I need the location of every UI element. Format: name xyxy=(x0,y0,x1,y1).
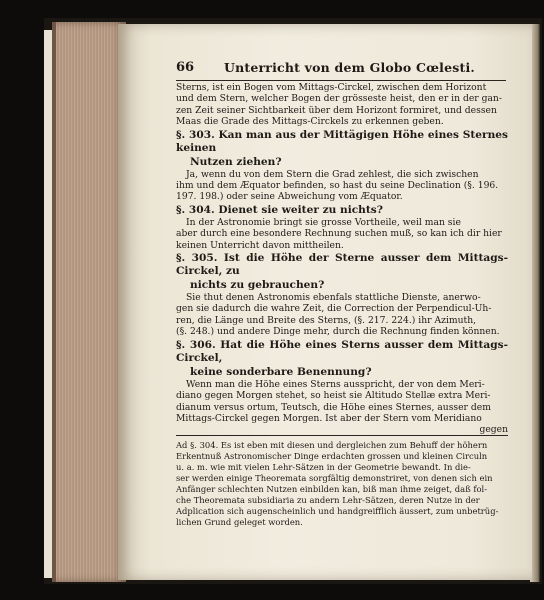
footnote-line: Adplication sich augenscheinlich und handgreifflich äussert, zum unbetrüg- xyxy=(176,506,499,516)
footnote xyxy=(176,440,508,528)
book-page xyxy=(118,24,532,580)
text-line: Maas die Grade des Mittags-Circkels zu erkennen geben. xyxy=(176,116,444,128)
footnote-line: che Theoremata subsidiaria zu andern Lehr-Sätzen, deren Nutze in der xyxy=(176,495,480,505)
text-line: ren, die Länge und Breite des Sterns, (§. 217. 224.) ihr Azimuth, xyxy=(176,314,477,326)
text-line: In der Astronomie bringt sie grosse Vortheile, weil man sie xyxy=(186,216,461,228)
running-title: Unterricht von dem Globo Cœlesti. xyxy=(224,60,475,75)
footnote-rule xyxy=(176,435,508,436)
text-line: gen sie dadurch die wahre Zeit, die Correction der Perpendicul-Uh- xyxy=(176,303,492,315)
text-line: diano gegen Morgen stehet, so heist sie Altitudo Stellæ extra Meri- xyxy=(176,390,491,402)
question-heading: §. 305. Ist die Höhe der Sterne ausser dem Mittags-Circkel, zu xyxy=(176,252,508,278)
text-line: Mittags-Circkel gegen Morgen. Ist aber der Stern vom Meridiano xyxy=(176,412,482,424)
page-number: 66 xyxy=(176,60,195,75)
question-heading: §. 306. Hat die Höhe eines Sterns ausser dem Mittags-Circkel, xyxy=(176,338,508,364)
question-heading: Nutzen ziehen? xyxy=(190,155,282,168)
text-line: ihm und dem Æquator befinden, so hast du seine Declination (§. 196. xyxy=(176,180,499,192)
text-line: Ja, wenn du von dem Stern die Grad zehlest, die sich zwischen xyxy=(186,168,479,180)
question-heading: keine sonderbare Benennung? xyxy=(190,365,372,378)
text-line: zen Zeit seiner Sichtbarkeit über dem Horizont formiret, und dessen xyxy=(176,104,497,116)
question-heading: §. 304. Dienet sie weiter zu nichts? xyxy=(176,203,383,216)
text-line: und dem Stern, welcher Bogen der grösseste heist, den er in der gan- xyxy=(176,93,502,105)
header-rule xyxy=(176,80,506,81)
question-heading: §. 303. Kan man aus der Mittägigen Höhe eines Sternes keinen xyxy=(176,128,508,154)
text-line: Wenn man die Höhe eines Sterns ausspricht, der von dem Meri- xyxy=(186,378,485,390)
body-text xyxy=(176,82,508,436)
text-line: keinen Unterricht davon mittheilen. xyxy=(176,239,344,251)
text-line: dianum versus ortum, Teutsch, die Höhe eines Sternes, ausser dem xyxy=(176,401,491,413)
text-line: Sie thut denen Astronomis ebenfals stattliche Dienste, anerwo- xyxy=(186,292,481,304)
footnote-line: lichen Grund geleget worden. xyxy=(176,517,303,527)
footnote-line: u. a. m. wie mit vielen Lehr-Sätzen in der Geometrie bewandt. In die- xyxy=(176,462,471,472)
text-line: 197. 198.) oder seine Abweichung vom Æquator. xyxy=(176,191,403,203)
text-line: Sterns, ist ein Bogen vom Mittags-Circkel, zwischen dem Horizont xyxy=(176,82,487,93)
page-header xyxy=(176,60,506,78)
page-edges xyxy=(52,22,126,582)
catchword: gegen xyxy=(479,424,508,436)
footnote-line: Ad §. 304. Es ist eben mit diesen und dergleichen zum Behuff der höhern xyxy=(176,440,488,450)
footnote-line: ser werden einige Theoremata sorgfältig demonstriret, von denen sich ein xyxy=(176,473,493,483)
footnote-line: Erkentnuß Astronomischer Dinge erdachten grossen und kleinen Circuln xyxy=(176,451,488,461)
question-heading: nichts zu gebrauchen? xyxy=(190,279,325,292)
text-line: (§. 248.) und andere Dinge mehr, durch die Rechnung finden können. xyxy=(176,326,500,338)
text-line: aber durch eine besondere Rechnung suchen muß, so kan ich dir hier xyxy=(176,228,502,240)
footnote-line: Anfänger schlechten Nutzen einbilden kan, biß man ihme zeiget, daß fol- xyxy=(176,484,488,494)
